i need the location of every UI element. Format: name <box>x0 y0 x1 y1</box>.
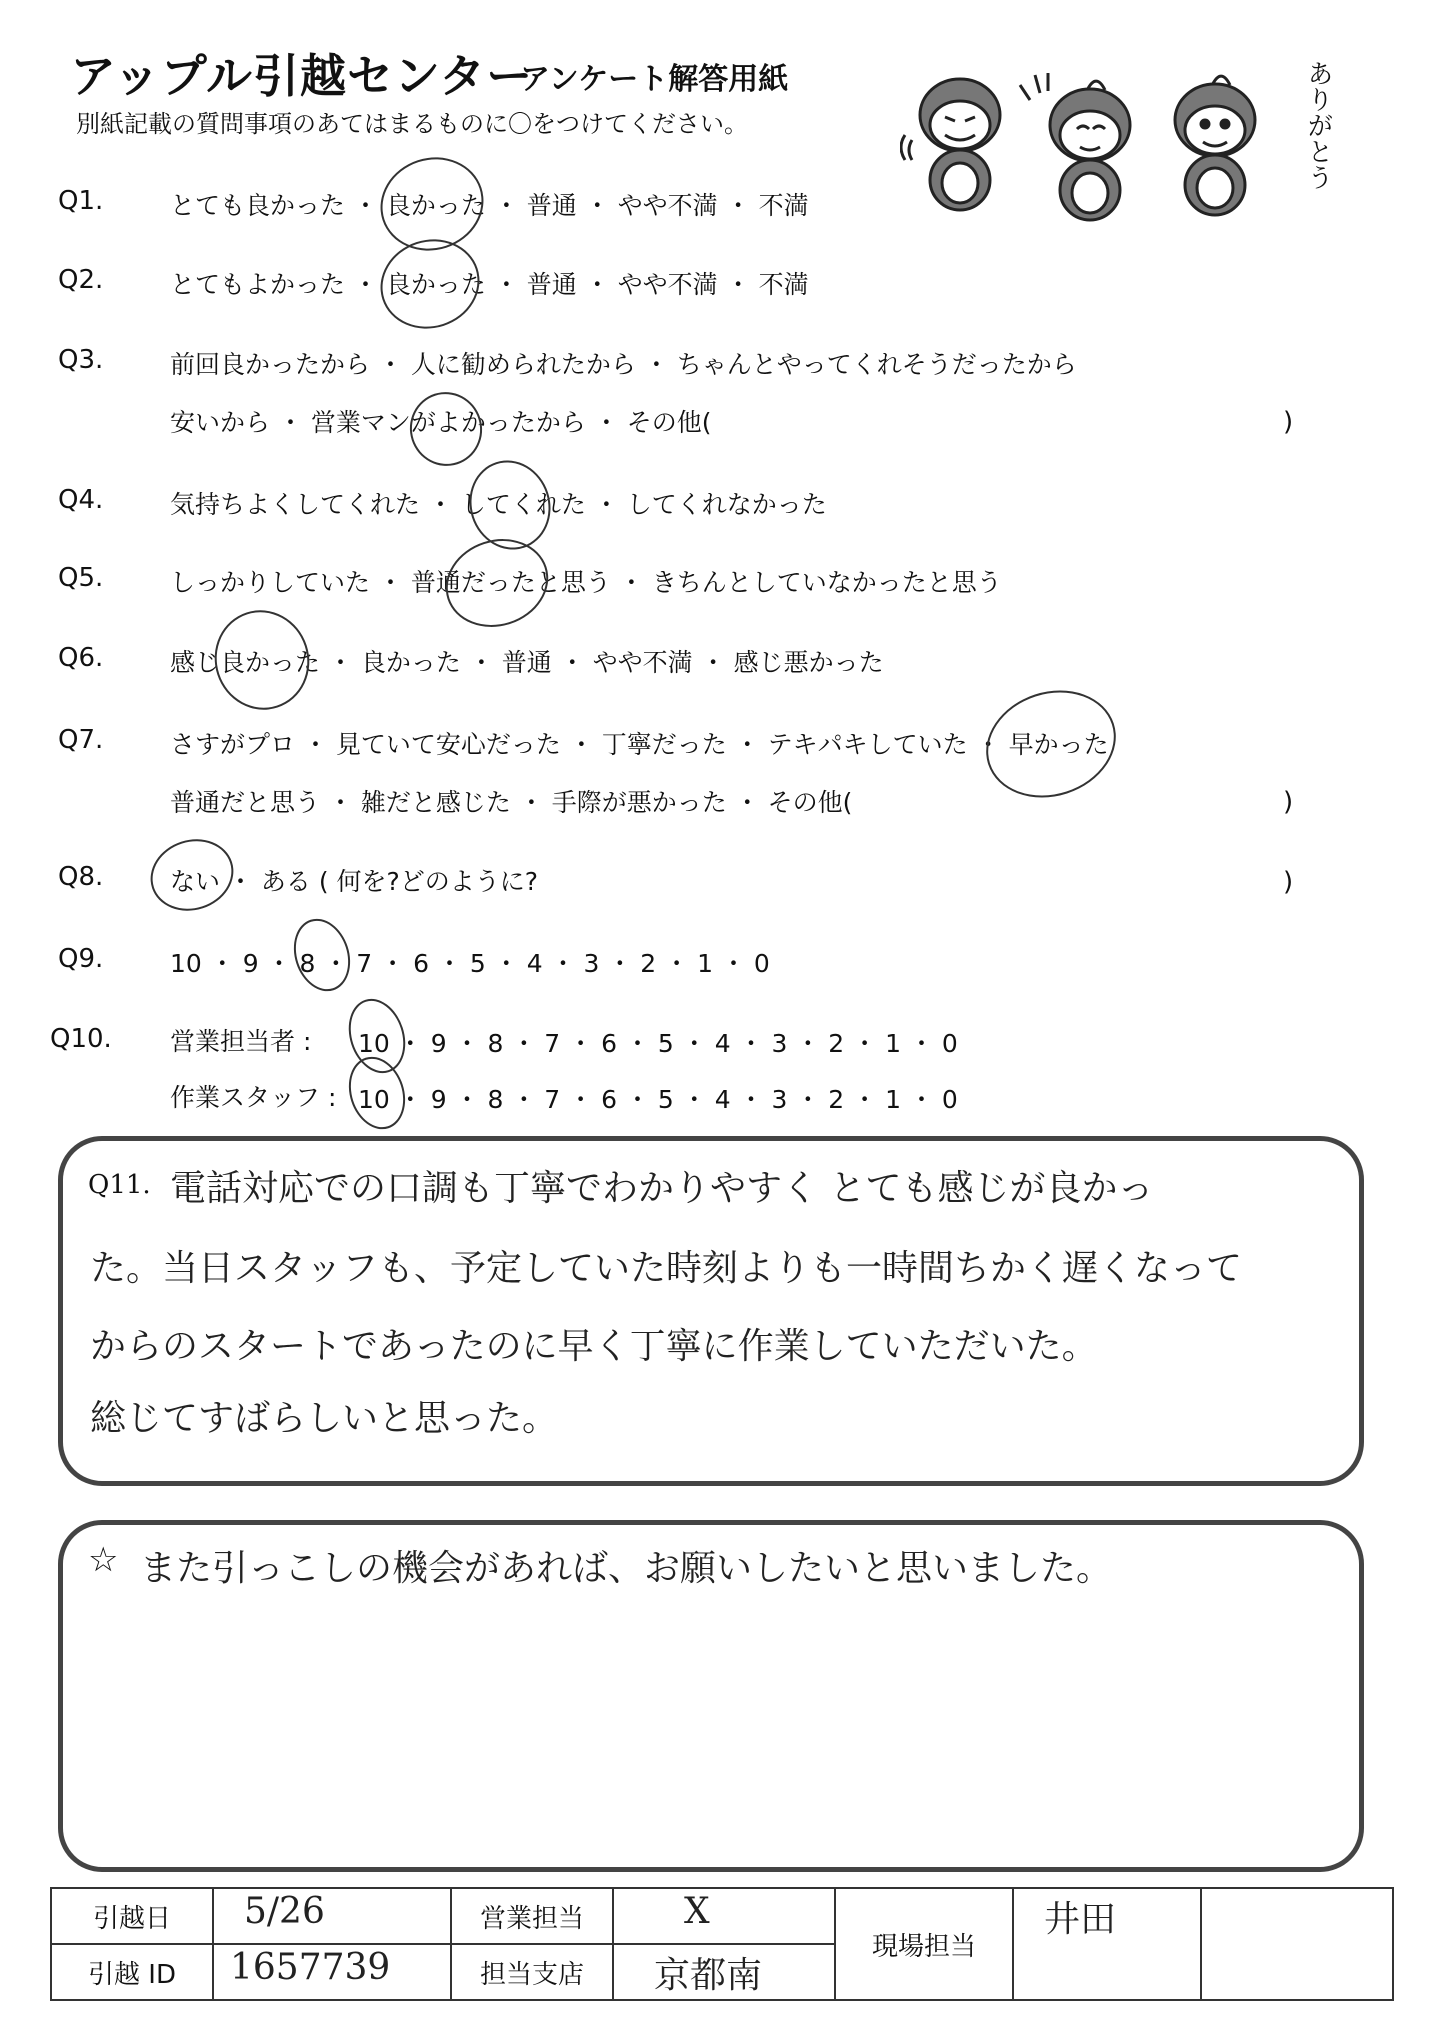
q6-label: Q6. <box>58 643 104 673</box>
q2-options: とてもよかった ・ 良かった ・ 普通 ・ やや不満 ・ 不満 <box>170 270 809 299</box>
company-name: アップル引越センター <box>70 49 534 103</box>
monkey-icon-1 <box>901 79 1000 210</box>
move-id-label: 引越 ID <box>51 1944 213 2000</box>
q5-label: Q5. <box>58 563 104 593</box>
q4-label: Q4. <box>58 485 104 515</box>
answer-circle <box>434 526 559 640</box>
q7-close-paren: ) <box>1283 787 1294 817</box>
q7-options-line2: 普通だと思う ・ 雑だと感じた ・ 手際が悪かった ・ その他( <box>170 788 853 817</box>
q11-label: Q11. <box>88 1170 151 1200</box>
q3-options-line1: 前回良かったから ・ 人に勧められたから ・ ちゃんとやってくれそうだったから <box>170 350 1077 379</box>
q10-label: Q10. <box>50 1024 112 1054</box>
answer-circle <box>141 829 243 922</box>
q7-label: Q7. <box>58 725 104 755</box>
instruction-text: 別紙記載の質問事項のあてはまるものに〇をつけてください。 <box>76 110 748 138</box>
q9-label: Q9. <box>58 944 104 974</box>
site-staff-value: 井田 <box>1044 1899 1117 1940</box>
sales-value: X <box>684 1891 710 1932</box>
q3-options-line2: 安いから ・ 営業マンがよかったから ・ その他( <box>170 408 712 437</box>
q8-label: Q8. <box>58 862 104 892</box>
answer-circle <box>202 598 322 722</box>
comment-handwriting: また引っこしの機会があれば、お願いしたいと思いました。 <box>140 1548 1113 1589</box>
q1-label: Q1. <box>58 186 104 216</box>
q10-staff-scale: 10 ・ 9 ・ 8 ・ 7 ・ 6 ・ 5 ・ 4 ・ 3 ・ 2 ・ 1 ・ 0 <box>358 1085 958 1114</box>
branch-label: 担当支店 <box>451 1944 613 2000</box>
q8-options: ない ・ ある ( 何を?どのように? <box>170 867 539 896</box>
answer-circle <box>340 1049 414 1136</box>
footer-empty-cell <box>1201 1944 1393 2000</box>
q4-options: 気持ちよくしてくれた ・ してくれた ・ してくれなかった <box>170 490 827 519</box>
q3-close-paren: ) <box>1283 407 1294 437</box>
footer-empty-cell <box>1201 1888 1393 1944</box>
q8-close-paren: ) <box>1283 867 1294 897</box>
star-icon: ☆ <box>88 1540 119 1580</box>
branch-value: 京都南 <box>654 1955 763 1996</box>
mascot-illustration <box>900 55 1340 225</box>
answer-circle <box>369 227 491 342</box>
move-date-value: 5/26 <box>244 1891 325 1932</box>
q11-handwriting-line: た。当日スタッフも、予定していた時刻よりも一時間ちかく遅くなって <box>90 1248 1243 1289</box>
q1-options: とても良かった ・ 良かった ・ 普通 ・ やや不満 ・ 不満 <box>170 191 809 220</box>
footer-info-table <box>50 1887 1394 2001</box>
sales-label: 営業担当 <box>451 1888 613 1944</box>
answer-circle <box>972 674 1130 814</box>
q11-handwriting-line: からのスタートであったのに早く丁寧に作業していただいた。 <box>90 1326 1098 1367</box>
thanks-text: ありがとう <box>1303 60 1333 190</box>
move-id-value: 1657739 <box>230 1947 391 1988</box>
q3-label: Q3. <box>58 345 104 375</box>
q7-options-line1: さすがプロ ・ 見ていて安心だった ・ 丁寧だった ・ テキパキしていた ・ 早かった <box>170 730 1109 759</box>
answer-circle <box>285 911 359 998</box>
q5-options: しっかりしていた ・ 普通だったと思う ・ きちんとしていなかったと思う <box>170 568 1002 597</box>
q6-options: 感じ良かった ・ 良かった ・ 普通 ・ やや不満 ・ 感じ悪かった <box>170 648 884 677</box>
monkey-icon-3 <box>1175 76 1255 215</box>
q10-sales-scale: 10 ・ 9 ・ 8 ・ 7 ・ 6 ・ 5 ・ 4 ・ 3 ・ 2 ・ 1 ・ 0 <box>358 1029 958 1058</box>
q10-sales-label: 営業担当者 : <box>170 1027 312 1056</box>
footer-empty-cell <box>1013 1944 1201 2000</box>
form-title: アンケート解答用紙 <box>520 62 789 97</box>
move-date-label: 引越日 <box>51 1888 213 1944</box>
q11-handwriting-line: 総じてすばらしいと思った。 <box>90 1398 559 1439</box>
site-staff-label: 現場担当 <box>835 1888 1013 2000</box>
monkey-icon-2 <box>1020 73 1130 220</box>
q10-staff-label: 作業スタッフ : <box>170 1083 337 1112</box>
q2-label: Q2. <box>58 265 104 295</box>
answer-circle <box>400 383 491 476</box>
q11-handwriting-line: 電話対応での口調も丁寧でわかりやすく とても感じが良かっ <box>170 1168 1154 1209</box>
q9-scale: 10 ・ 9 ・ 8 ・ 7 ・ 6 ・ 5 ・ 4 ・ 3 ・ 2 ・ 1 ・ 0 <box>170 949 770 978</box>
